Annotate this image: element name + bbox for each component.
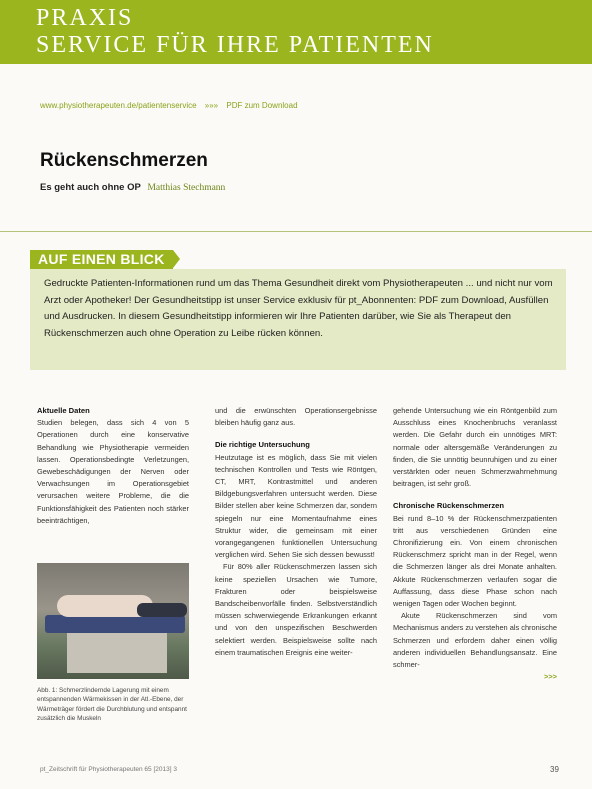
section-title-line2: SERVICE FÜR IHRE PATIENTEN [36,32,434,58]
summary-text: Gedruckte Patienten-Informationen rund um das Thema Gesundheit direkt vom Physiotherapeuten ... und nicht nur vom Arzt oder Apotheker! Der Gesundheitstipp ist unser Service exklusiv für pt_Abonnenten: PDF zum Download, Ausfüllen und Ausdrucken. In diesem Gesundheitstipp informieren wir Ihre Patienten darüber, wie Sie als Therapeut den Rückenschmerzen auch ohne Operation zu Leibe rücken können. [44,278,553,339]
article-subtitle-row [40,182,225,193]
paragraph: Akute Rückenschmerzen sind vom Mechanismus anders zu verstehen als chronische Schmerzen und erfordern daher einen völlig anderen individuellen Behandlungsansatz. Eine schmer- [393,611,557,670]
footer-text: pt_Zeitschrift für Physiotherapeuten 65 [2013] 3 [40,766,177,773]
column-2 [215,405,377,659]
patient-service-link[interactable]: www.physiotherapeuten.de/patientenservice [40,101,197,110]
paragraph: Heutzutage ist es möglich, dass Sie mit vielen technischen Kontrollen und Tests wie Röntgen, CT, MRT, Kontrastmittel und anderen Bildgebungsverfahren untersucht werden. Diese Bilder stellen aber keine Schmerzen dar, sondern spiegeln nur eine Momentaufnahme eines Struktur wider, die gemeinsam mit einer vorangegangenen funktionellen Untersuchung verglichen wird. Sehen Sie sich dessen bewusst! [215,452,377,560]
continue-indicator: >>> [544,672,557,682]
photo-legs [137,603,187,617]
article-author: Matthias Stechmann [147,183,226,193]
article-title: Rückenschmerzen [40,150,208,171]
paragraph: Bei rund 8–10 % der Rückenschmerzpatienten tritt aus verschiedenen Gründen eine Chronifizierung ein. Von einem chronischen Rückenschmerz spricht man in der Regel, wenn die Schmerzen länger als drei Monate anhalten. Akkute Rückenschmerzen verlaufen sogar die Auffassung, dass diese Phase schon nach wenigen Tagen oder Wochen beginnt. [393,513,557,609]
section-heading: Die richtige Untersuchung [215,440,310,450]
spacer [393,490,557,500]
section-heading: Aktuelle Daten [37,406,90,415]
photo-caption: Abb. 1: Schmerzlindernde Lagerung mit einem entspannenden Wärmekissen in der Atl.-Ebene, der Wärmeträger fördert die Durchblutung und entspannt zusätzlich die Muskeln [37,687,187,723]
breadcrumb [40,101,298,110]
paragraph: Für 80% aller Rückenschmerzen lassen sich keine speziellen Ursachen wie Tumore, Frakturen oder beispielsweise Bandscheibenvorfälle finden. Selbstverständlich müssen schwerwiegende Erkrankungen erkannt und von den unspezifischen Beschwerden selektiert werden. Beispielsweise sollte nach einem traumatischen Ereignis eine weiter- [215,562,377,657]
section-heading: Chronische Rückenschmerzen [393,501,504,511]
page-number: 39 [550,765,559,774]
paragraph: Studien belegen, dass sich 4 von 5 Operationen durch eine konservative Behandlung wie Physiotherapie vermeiden lassen. Operationsbedingte Verletzungen, Gewebeschädigungen der Nerven oder Verwachsungen im Operationsgebiet verursachen weitere Probleme, die die Funktionsfähigkeit des Patienten noch stärker beeinträchtigen, [37,418,189,525]
box-tag: AUF EINEN BLICK [30,250,173,269]
photo-bench [45,615,185,633]
spacer [215,429,377,439]
paragraph: gehende Untersuchung wie ein Röntgenbild zum Ausschluss eines Knochenbruchs veranlasst werden. Die Gefahr durch ein unnötiges MRT: normale oder altersgemäße Veränderungen zu finden, die Sie unnötig beunruhigen und zu einer verstärkten oder neuen Schmerzwahrnehmung beitragen, ist sehr groß. [393,406,557,489]
article-subtitle: Es geht auch ohne OP [40,182,141,193]
pdf-download-link[interactable]: PDF zum Download [226,101,298,110]
column-1 [37,405,189,527]
column-3 [393,405,557,683]
arrow-icon: »»» [204,101,219,110]
therapy-photo [37,563,189,679]
paragraph: und die erwünschten Operationsergebnisse bleiben häufig ganz aus. [215,406,377,428]
divider [0,231,592,232]
photo-bench-base [67,633,167,673]
section-title-line1: PRAXIS [36,5,134,31]
